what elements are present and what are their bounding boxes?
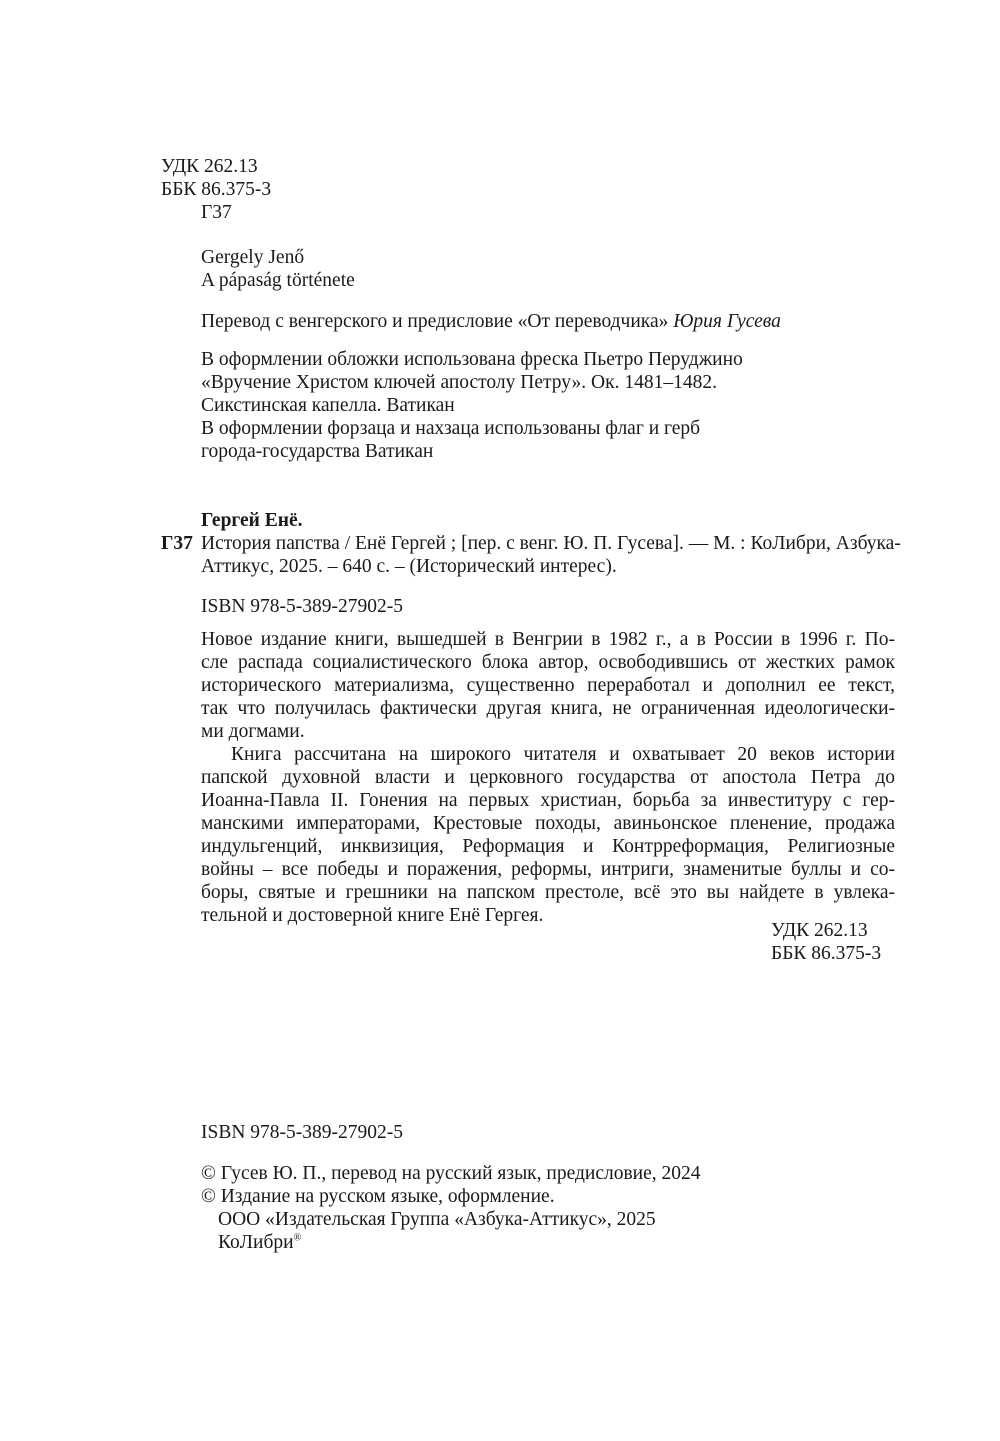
annotation-line: тельной и достоверной книге Енё Гергея. bbox=[201, 905, 544, 926]
annotation-line: исторического материализма, существенно переработал и дополнил ее текст, bbox=[201, 675, 895, 696]
translation-credit bbox=[201, 310, 781, 333]
bibliographic-heading: Гергей Енё. bbox=[201, 510, 303, 531]
annotation-line: боры, святые и грешники на папском престоле, всё это вы найдете в увлека- bbox=[201, 882, 895, 903]
publisher-name: ООО «Издательская Группа «Азбука-Аттикус», 2025 bbox=[218, 1209, 656, 1230]
annotation-line: Новое издание книги, вышедшей в Венгрии в 1982 г., а в России в 1996 г. По- bbox=[201, 629, 895, 650]
annotation-line: папской духовной власти и церковного государства от апостола Петра до bbox=[201, 767, 895, 788]
footer-isbn: ISBN 978-5-389-27902-5 bbox=[201, 1122, 404, 1143]
isbn-record: ISBN 978-5-389-27902-5 bbox=[201, 596, 404, 617]
annotation-udk: УДК 262.13 bbox=[771, 920, 868, 941]
registered-mark: ® bbox=[293, 1232, 302, 1244]
annotation-paragraph-1 bbox=[201, 628, 895, 743]
design-note-line: «Вручение Христом ключей апостолу Петру». Ок. 1481–1482. bbox=[201, 372, 717, 393]
udk-code: УДК 262.13 bbox=[161, 156, 258, 177]
annotation-paragraph-2 bbox=[201, 743, 895, 927]
imprint-name bbox=[218, 1231, 301, 1254]
bibliographic-line: История папства / Енё Гергей ; [пер. с венг. Ю. П. Гусева]. — М. : КоЛибри, Азбука- bbox=[201, 533, 901, 554]
annotation-line: сле распада социалистического блока автор, освободившись от жестких рамок bbox=[201, 652, 895, 673]
bibliographic-sign: Г37 bbox=[161, 533, 193, 554]
bibliographic-description bbox=[201, 532, 901, 578]
design-note-line: В оформлении форзаца и нахзаца использованы флаг и герб bbox=[201, 418, 701, 439]
annotation-line: индульгенций, инквизиция, Реформация и Контрреформация, Религиозные bbox=[201, 836, 895, 857]
annotation-line: манскими императорами, Крестовые походы, авиньонское пленение, продажа bbox=[201, 813, 895, 834]
annotation-line: так что получилась фактически другая книга, не ограниченная идеологически- bbox=[201, 698, 895, 719]
annotation-line: ми догмами. bbox=[201, 721, 305, 742]
design-note-line: Сикстинская капелла. Ватикан bbox=[201, 395, 455, 416]
author-sign: Г37 bbox=[201, 202, 232, 223]
annotation-line: Иоанна-Павла II. Гонения на первых христиан, борьба за инвеституру с гер- bbox=[201, 790, 895, 811]
annotation-line: войны – все победы и поражения, реформы, интриги, знаменитые буллы и со- bbox=[201, 859, 895, 880]
annotation-bbk: ББК 86.375-3 bbox=[771, 943, 882, 964]
imprint-text: КоЛибри bbox=[218, 1232, 294, 1253]
translator-name: Юрия Гусева bbox=[673, 311, 781, 332]
original-title: A pápaság története bbox=[201, 270, 355, 291]
bibliographic-line: Аттикус, 2025. – 640 с. – (Исторический интерес). bbox=[201, 556, 617, 577]
translation-text: Перевод с венгерского и предисловие «От переводчика» bbox=[201, 311, 669, 332]
bbk-code: ББК 86.375-3 bbox=[161, 179, 272, 200]
annotation-line: Книга рассчитана на широкого читателя и охватывает 20 веков истории bbox=[231, 744, 895, 765]
original-author: Gergely Jenő bbox=[201, 247, 305, 268]
copyright-edition: © Издание на русском языке, оформление. bbox=[201, 1186, 555, 1207]
design-note-line: В оформлении обложки использована фреска Пьетро Перуджино bbox=[201, 349, 743, 370]
design-note-line: города-государства Ватикан bbox=[201, 441, 434, 462]
copyright-translation: © Гусев Ю. П., перевод на русский язык, предисловие, 2024 bbox=[201, 1163, 701, 1184]
